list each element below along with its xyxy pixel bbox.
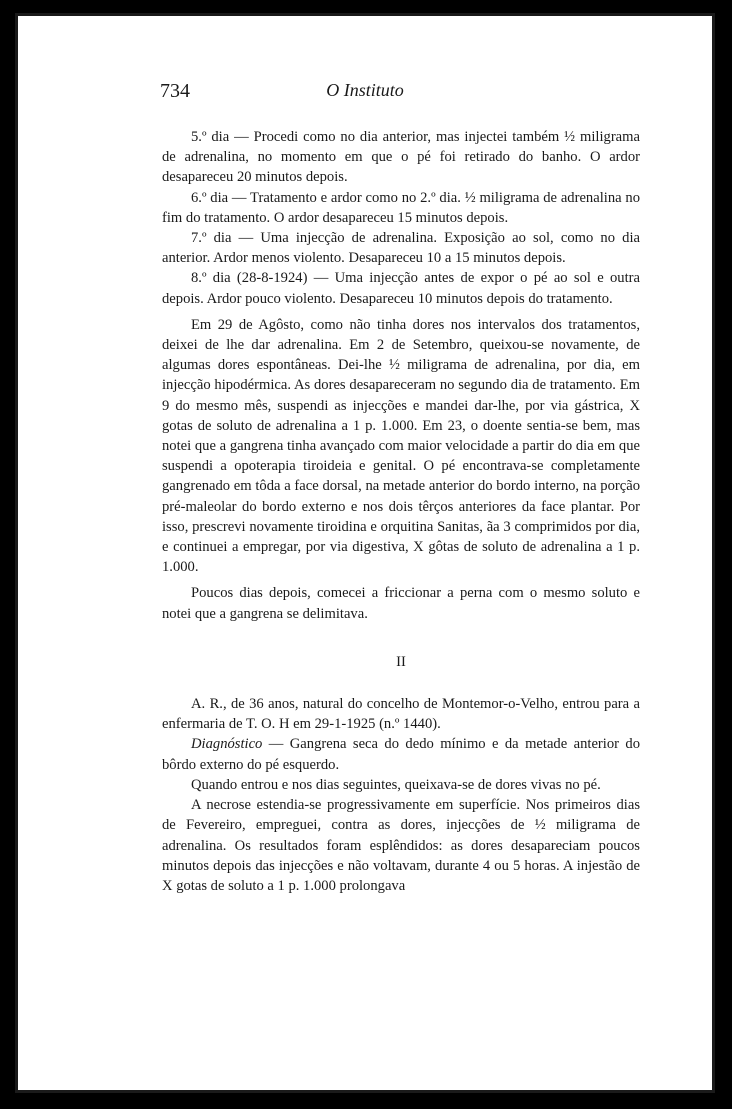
document-page — [15, 13, 715, 1093]
running-title: O Instituto — [326, 80, 404, 100]
day-5-entry: 5.º dia — Procedi como no dia anterior, mas injectei também ½ miligrama de adrenalina, no momento em que o pé foi retirado do banho. O ardor desapareceu 20 minutos depois. — [162, 129, 640, 186]
paragraph-necrosis: A necrose estendia-se progressivamente em superfície. Nos primeiros dias de Fevereiro, empreguei, contra as dores, injecções de ½ miligrama de adrenalina. Os resultados foram esplêndidos: as dores desapareciam poucos minutos depois das injecções e não voltavam, durante 4 ou 5 horas. A injestão de X gotas de soluto a 1 p. 1.000 prolongava — [162, 797, 640, 894]
diagnosis-text: — Gangrena seca do dedo mínimo e da metade anterior do bôrdo externo do pé esquerdo. — [162, 736, 640, 773]
page-header — [160, 80, 570, 108]
day-8-entry: 8.º dia (28-8-1924) — Uma injecção antes de expor o pé ao sol e outra depois. Ardor pouco violento. Desapareceu 10 minutos depois do tratamento. — [162, 270, 640, 307]
day-6-entry: 6.º dia — Tratamento e ardor como no 2.º dia. ½ miligrama de adrenalina no fim do tratamento. O ardor desapareceu 15 minutos depois. — [162, 189, 640, 226]
paragraph-later: Poucos dias depois, comecei a friccionar a perna com o mesmo soluto e notei que a gangrena se delimitava. — [162, 585, 640, 622]
body-text — [162, 127, 640, 896]
page-number: 734 — [160, 80, 190, 102]
paragraph-pain: Quando entrou e nos dias seguintes, queixava-se de dores vivas no pé. — [191, 776, 601, 793]
section-number: II — [396, 653, 406, 670]
day-7-entry: 7.º dia — Uma injecção de adrenalina. Exposição ao sol, como no dia anterior. Ardor menos violento. Desapareceu 10 a 15 minutos depois. — [162, 230, 640, 267]
diagnosis-label: Diagnóstico — [191, 736, 263, 753]
case-intro: A. R., de 36 anos, natural do concelho de Montemor-o-Velho, entrou para a enfermaria de T. O. H em 29-1-1925 (n.º 1440). — [162, 696, 640, 733]
paragraph-august: Em 29 de Agôsto, como não tinha dores nos intervalos dos tratamentos, deixei de lhe dar adrenalina. Em 2 de Setembro, queixou-se novamente, de algumas dores espontâneas. Dei-lhe ½ miligrama de adrenalina, por dia, em injecção hipodérmica. As dores desapareceram no segundo dia de tratamento. Em 9 do mesmo mês, suspendi as injecções e mandei dar-lhe, por via gástrica, X gotas de soluto de adrenalina a 1 p. 1.000. Em 23, o doente sentia-se bem, mas notei que a gangrena tinha avançado com maior velocidade a partir do dia em que suspendi a opoterapia tiroideia e genital. O pé encontrava-se completamente gangrenado em tôda a face dorsal, na metade anterior do bordo interno, na porção pré-maleolar do bordo externo e nos dois têrços anteriores da face plantar. Por isso, prescrevi novamente tiroidina e orquitina Sanitas, ãa 3 comprimidos por dia, e continuei a empregar, por via digestiva, X gôtas de soluto de adrenalina a 1 p. 1.000. — [162, 316, 640, 576]
diagnosis-paragraph — [162, 734, 640, 774]
